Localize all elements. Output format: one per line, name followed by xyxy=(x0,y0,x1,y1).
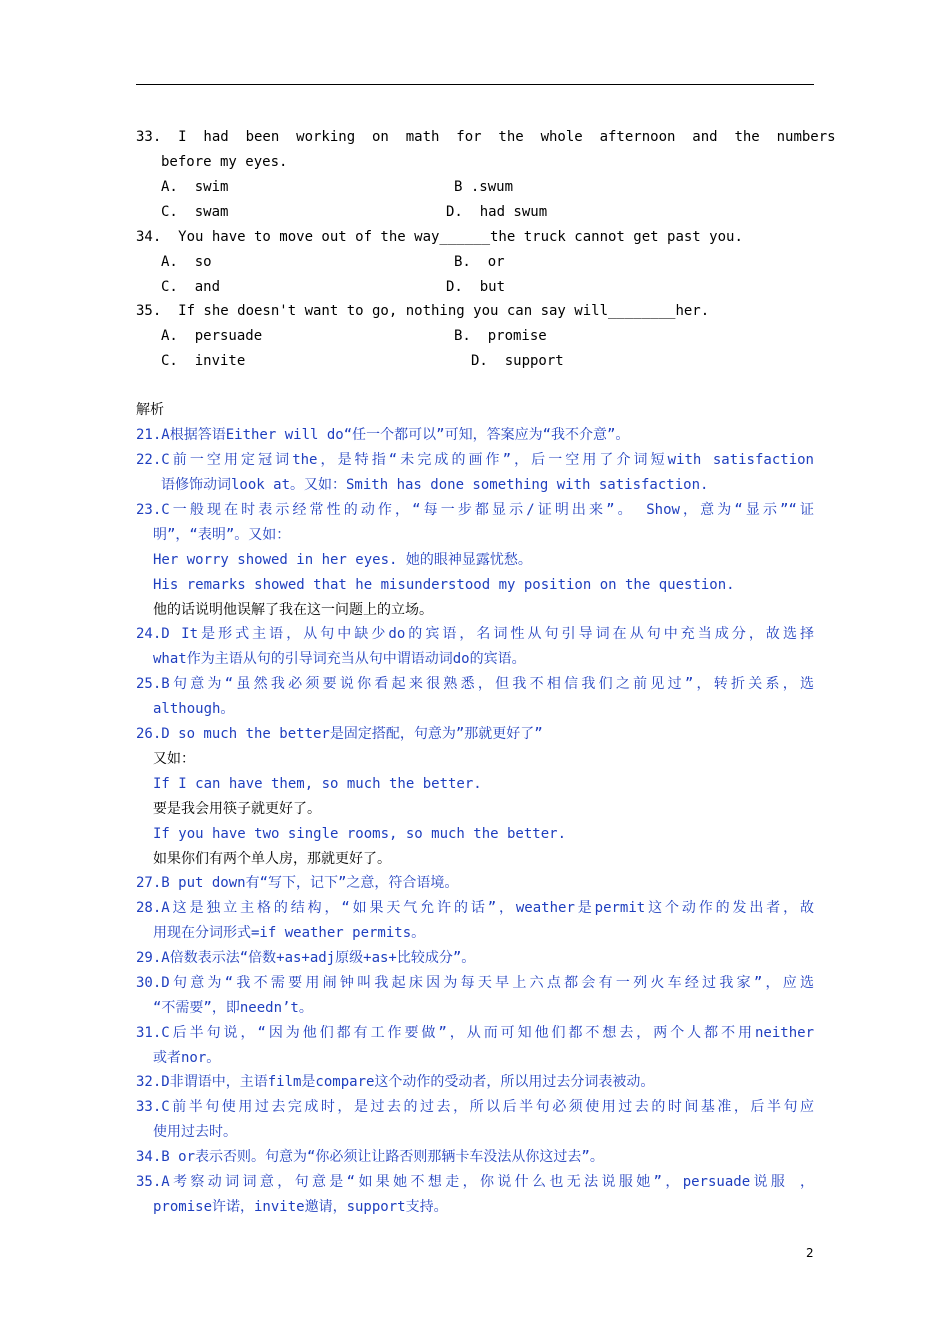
explanation-line: 24.D It是形式主语，从句中缺少do的宾语，名词性从句引导词在从句中充当成分，故选择 xyxy=(136,626,814,642)
explanation-line: 28.A这是独立主格的结构，“如果天气允许的话”，weather是permit这个动作的发出者，故 xyxy=(136,900,814,916)
question-34-option-d: D. but xyxy=(446,279,506,295)
explanation-line: 他的话说明他误解了我在这一问题上的立场。 xyxy=(153,602,433,618)
explanation-line: 31.C后半句说，“因为他们都有工作要做”，从而可知他们都不想去，两个人都不用neither xyxy=(136,1025,814,1041)
explanation-line: 或者nor。 xyxy=(153,1050,221,1066)
question-34-option-b: B. or xyxy=(454,254,505,270)
question-33-stem-cont: before my eyes. xyxy=(161,154,288,170)
explanation-line: 用现在分词形式=if weather permits。 xyxy=(153,925,426,941)
explanation-line: 35.A考察动词词意，句意是“如果她不想走，你说什么也无法说服她”，persuade说服 ， xyxy=(136,1174,814,1190)
question-34-option-a: A. so xyxy=(161,254,212,270)
question-35-stem: 35. If she doesn't want to go, nothing you can say will________her. xyxy=(136,303,710,319)
question-35-option-d: D. support xyxy=(471,353,564,369)
explanation-line: 34.B or表示否则。句意为“你必须让让路否则那辆卡车没法从你这过去”。 xyxy=(136,1149,604,1165)
explanation-line: Her worry showed in her eyes. 她的眼神显露忧愁。 xyxy=(153,552,532,568)
question-33-option-d: D. had swum xyxy=(446,204,548,220)
explanation-line: 如果你们有两个单人房，那就更好了。 xyxy=(153,851,391,867)
explanation-line: although。 xyxy=(153,701,235,717)
page-number: 2 xyxy=(806,1246,814,1260)
explanation-line: 语修饰动词look at。又如：Smith has done something with satisfaction. xyxy=(161,477,709,493)
explanation-line: If I can have them, so much the better. xyxy=(153,776,482,792)
question-33-option-a: A. swim xyxy=(161,179,229,195)
explanation-line: 要是我会用筷子就更好了。 xyxy=(153,801,321,817)
explanation-line: what作为主语从句的引导词充当从句中谓语动词do的宾语。 xyxy=(153,651,526,667)
question-34-option-c: C. and xyxy=(161,279,221,295)
explanation-line: 明”，“表明”。又如： xyxy=(153,527,291,543)
explanation-line: His remarks showed that he misunderstood my position on the question. xyxy=(153,577,735,593)
explanation-line: 33.C前半句使用过去完成时，是过去的过去，所以后半句必须使用过去的时间基准，后半句应 xyxy=(136,1099,814,1115)
question-33-option-c: C. swam xyxy=(161,204,229,220)
explanation-line: 26.D so much the better是固定搭配，句意为”那就更好了” xyxy=(136,726,543,742)
header-rule xyxy=(136,84,814,85)
question-33-stem: 33. I had been working on math for the whole afternoon and the numbers xyxy=(136,129,836,145)
explanation-line: “不需要”，即needn’t。 xyxy=(153,1000,313,1016)
explanation-line: If you have two single rooms, so much the better. xyxy=(153,826,567,842)
analysis-heading: 解析 xyxy=(136,402,164,418)
explanation-line: 22.C前一空用定冠词the，是特指“未完成的画作”，后一空用了介词短with satisfaction xyxy=(136,452,814,468)
question-35-option-c: C. invite xyxy=(161,353,246,369)
explanation-line: 23.C一般现在时表示经常性的动作，“每一步都显示/证明出来”。 Show，意为“显示”“证 xyxy=(136,502,814,518)
explanation-line: 又如： xyxy=(153,751,195,767)
explanation-line: 25.B句意为“虽然我必须要说你看起来很熟悉，但我不相信我们之前见过”，转折关系，选 xyxy=(136,676,814,692)
explanation-line: 使用过去时。 xyxy=(153,1124,237,1140)
explanation-line: 27.B put down有“写下，记下”之意，符合语境。 xyxy=(136,875,459,891)
question-34-stem: 34. You have to move out of the way______the truck cannot get past you. xyxy=(136,229,743,245)
explanation-line: 29.A倍数表示法“倍数+as+adj原级+as+比较成分”。 xyxy=(136,950,476,966)
explanation-line: 32.D非谓语中，主语film是compare这个动作的受动者，所以用过去分词表被动。 xyxy=(136,1074,655,1090)
explanation-line: 21.A根据答语Either will do“任一个都可以”可知，答案应为“我不介意”。 xyxy=(136,427,630,443)
question-35-option-b: B. promise xyxy=(454,328,547,344)
explanation-line: 30.D句意为“我不需要用闹钟叫我起床因为每天早上六点都会有一列火车经过我家”，应选 xyxy=(136,975,814,991)
explanation-line: promise许诺，invite邀请，support支持。 xyxy=(153,1199,448,1215)
question-33-option-b: B .swum xyxy=(454,179,514,195)
question-35-option-a: A. persuade xyxy=(161,328,263,344)
